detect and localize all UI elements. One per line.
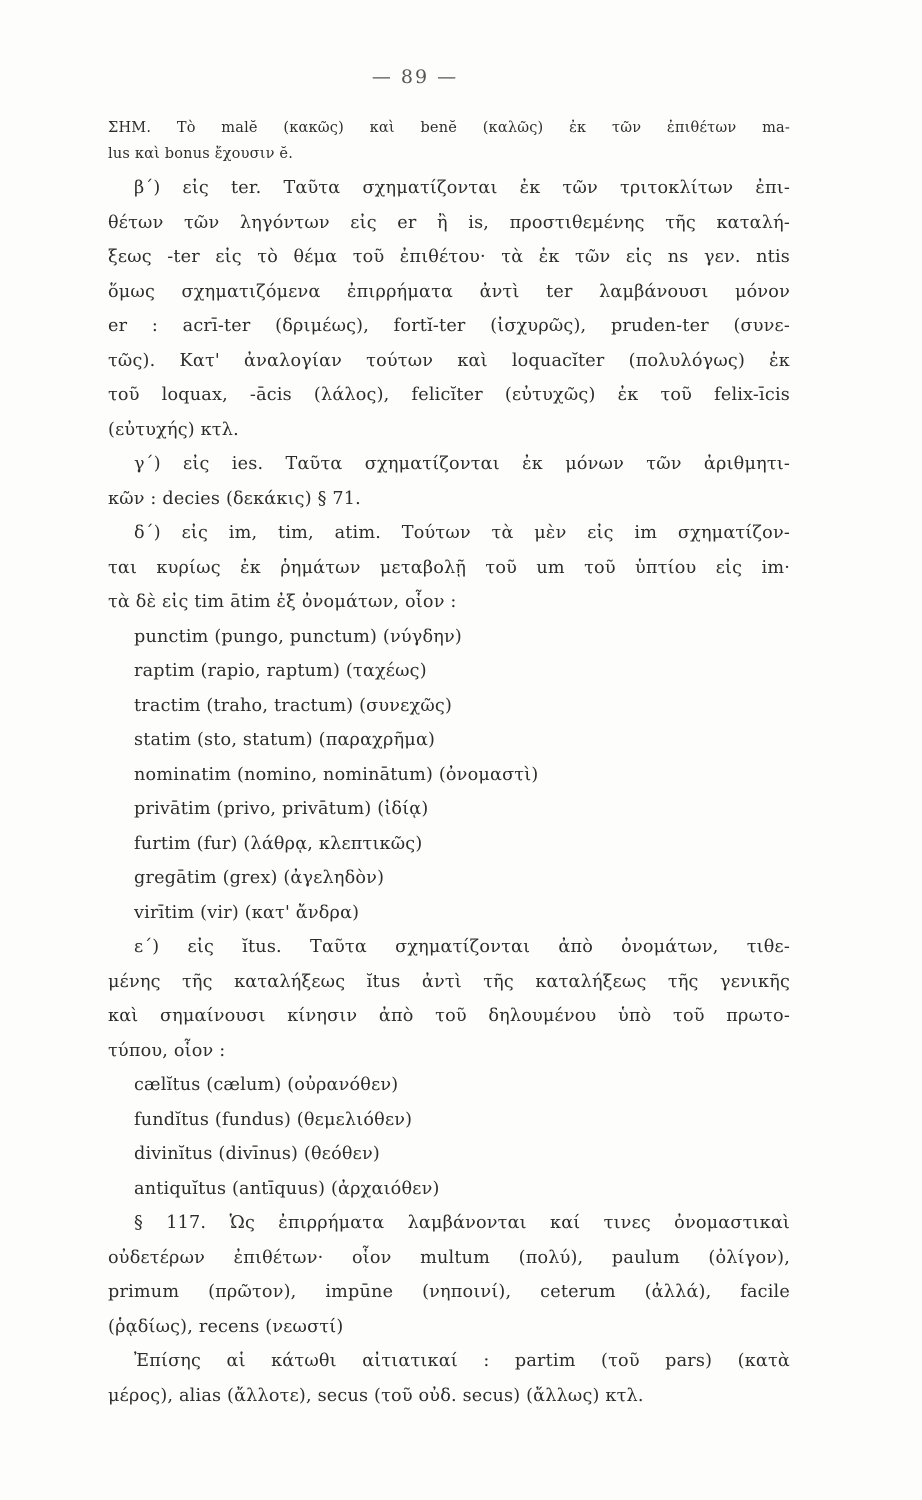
text-line: γ΄) εἰς ies. Ταῦτα σχηματίζονται ἐκ μόνων τῶν ἀριθμητι- xyxy=(134,454,790,474)
text-line: privātim (privo, privātum) (ἰδίᾳ) xyxy=(134,799,429,819)
text-line: antiquĭtus (antīquus) (ἀρχαιόθεν) xyxy=(134,1178,440,1199)
text-line: gregātim (grex) (ἀγεληδὸν) xyxy=(134,868,385,888)
text-line: virītim (vir) (κατ' ἄνδρα) xyxy=(134,902,360,923)
text-line: τῶς). Κατ' ἀναλογίαν τούτων καὶ loquacĭter (πολυλόγως) ἐκ xyxy=(108,350,790,371)
text-line: nominatim (nomino, nominātum) (ὀνομαστὶ) xyxy=(134,764,539,785)
text-line: τύπου, οἷον : xyxy=(108,1040,226,1061)
text-line: ΣΗΜ. Τὸ malĕ (κακῶς) καὶ benĕ (καλῶς) ἐκ τῶν ἐπιθέτων ma- xyxy=(108,120,790,136)
text-line: ὅμως σχηματιζόμενα ἐπιρρήματα ἀντὶ ter λαμβάνουσι μόνον xyxy=(108,281,790,302)
text-line: τὰ δὲ εἰς tim ātim ἐξ ὀνομάτων, οἷον : xyxy=(108,592,457,612)
text-line: ται κυρίως ἐκ ῥημάτων μεταβολῇ τοῦ um τοῦ ὑπτίου εἰς im· xyxy=(108,557,790,578)
text-line: fundĭtus (fundus) (θεμελιόθεν) xyxy=(134,1109,413,1130)
body-text xyxy=(108,115,790,1413)
text-line: cælĭtus (cælum) (οὐρανόθεν) xyxy=(134,1075,399,1095)
text-line: τοῦ loquax, -ācis (λάλος), felicĭter (εὐτυχῶς) ἐκ τοῦ felix-īcis xyxy=(108,385,790,405)
text-line: er : acrī-ter (δριμέως), fortĭ-ter (ἰσχυρῶς), pruden-ter (συνε- xyxy=(108,316,790,336)
text-line: δ΄) εἰς im, tim, atim. Τούτων τὰ μὲν εἰς im σχηματίζον- xyxy=(134,523,790,543)
text-line: furtim (fur) (λάθρᾳ, κλεπτικῶς) xyxy=(134,833,423,854)
text-line: lus καὶ bonus ἔχουσιν ĕ. xyxy=(108,146,294,162)
text-line: primum (πρῶτον), impūne (νηποινί), ceterum (ἀλλά), facile xyxy=(108,1282,790,1302)
text-line: κῶν : decies (δεκάκις) § 71. xyxy=(108,488,361,509)
text-line: (εὐτυχής) κτλ. xyxy=(108,419,239,440)
text-line: μέρος), alias (ἄλλοτε), secus (τοῦ οὐδ. secus) (ἄλλως) κτλ. xyxy=(108,1385,644,1406)
text-line: punctim (pungo, punctum) (νύγδην) xyxy=(134,626,462,647)
text-line: Ἐπίσης αἱ κάτωθι αἰτιατικαί : partim (τοῦ pars) (κατὰ xyxy=(134,1351,790,1371)
text-line: ξεως -ter εἰς τὸ θέμα τοῦ ἐπιθέτου· τὰ ἐκ τῶν εἰς ns γεν. ntis xyxy=(108,247,790,267)
text-line: οὐδετέρων ἐπιθέτων· οἷον multum (πολύ), paulum (ὀλίγον), xyxy=(108,1247,790,1268)
text-line: μένης τῆς καταλήξεως ĭtus ἀντὶ τῆς καταλήξεως τῆς γενικῆς xyxy=(108,971,790,992)
text-line: tractim (traho, tractum) (συνεχῶς) xyxy=(134,695,453,716)
text-line: divinĭtus (divīnus) (θεόθεν) xyxy=(134,1144,380,1164)
text-line: θέτων τῶν ληγόντων εἰς er ἢ is, προστιθεμένης τῆς καταλή- xyxy=(108,212,790,233)
text-line: raptim (rapio, raptum) (ταχέως) xyxy=(134,661,427,681)
text-line: καὶ σημαίνουσι κίνησιν ἀπὸ τοῦ δηλουμένου ὑπὸ τοῦ πρωτο- xyxy=(108,1006,790,1026)
text-line: statim (sto, statum) (παραχρῆμα) xyxy=(134,730,436,750)
text-line: (ῥᾳδίως), recens (νεωστί) xyxy=(108,1316,344,1337)
text-line: § 117. Ὡς ἐπιρρήματα λαμβάνονται καί τινες ὀνομαστικαὶ xyxy=(134,1213,790,1233)
text-line: ε΄) εἰς ĭtus. Ταῦτα σχηματίζονται ἀπὸ ὀνομάτων, τιθε- xyxy=(134,937,790,957)
text-line: β΄) εἰς ter. Ταῦτα σχηματίζονται ἐκ τῶν τριτοκλίτων ἐπι- xyxy=(134,178,790,198)
page-number: — 89 — xyxy=(371,66,459,88)
